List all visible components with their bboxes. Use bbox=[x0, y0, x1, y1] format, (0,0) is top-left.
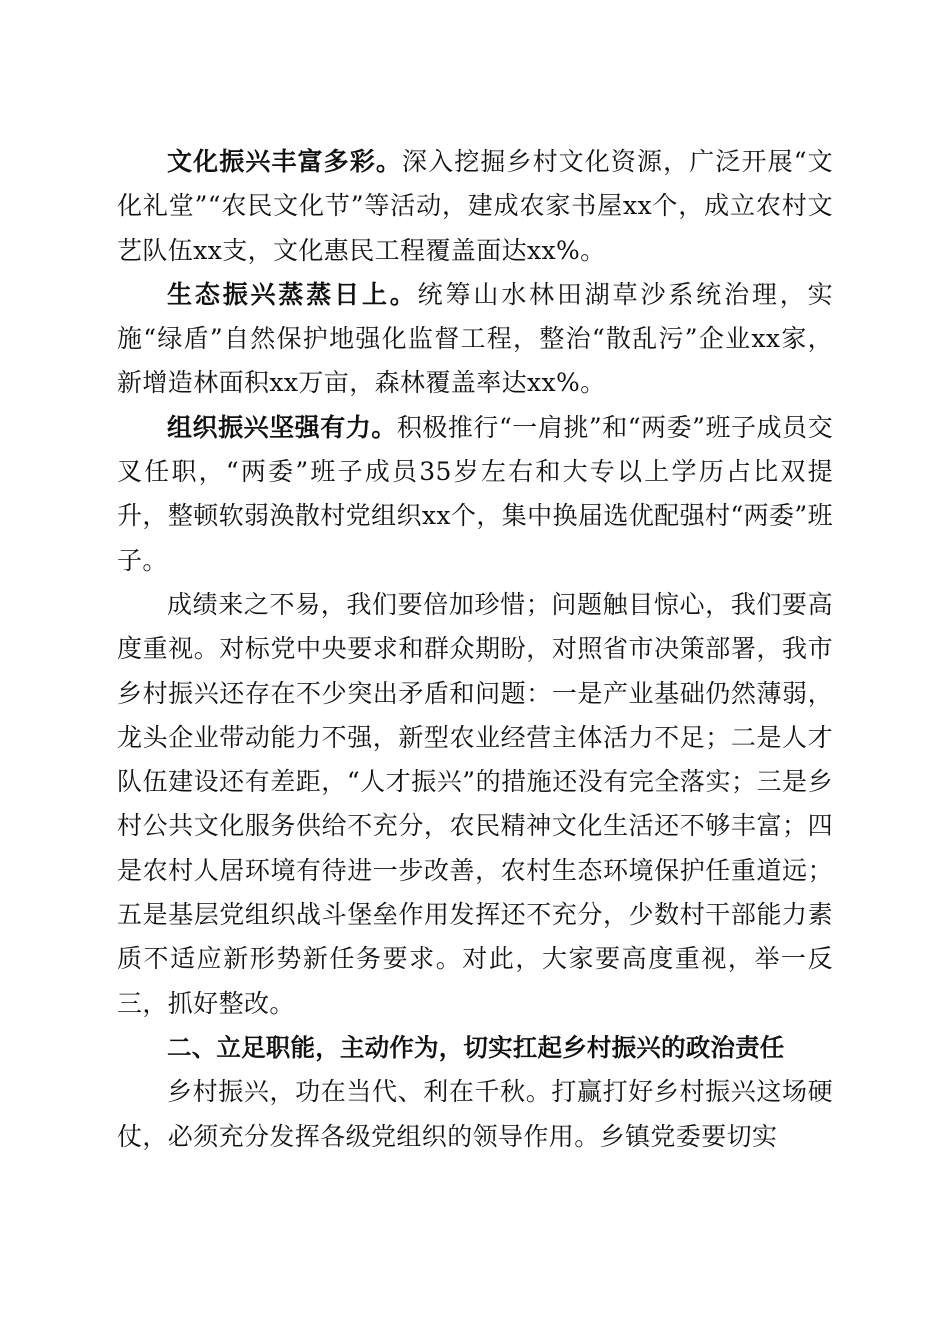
paragraph-culture bbox=[117, 140, 833, 273]
paragraph-text: 统筹山水林田湖草沙系统治理，实施“绿盾”自然保护地强化监督工程，整治“散乱污”企业xx家，新增造林面积xx万亩，森林覆盖率达xx%。 bbox=[117, 279, 833, 398]
paragraph-lead: 文化振兴丰富多彩。 bbox=[167, 147, 403, 176]
paragraph-ecology bbox=[117, 273, 833, 406]
paragraph-problems: 成绩来之不易，我们要倍加珍惜；问题触目惊心，我们要高度重视。对标党中央要求和群众期盼，对照省市决策部署，我市乡村振兴还存在不少突出矛盾和问题：一是产业基础仍然薄弱，龙头企业带动能力不强，新型农业经营主体活力不足；二是人才队伍建设还有差距，“人才振兴”的措施还没有完全落实；三是乡村公共文化服务供给不充分，农民精神文化生活还不够丰富；四是农村人居环境有待进一步改善，农村生态环境保护任重道远；五是基层党组织战斗堡垒作用发挥还不充分，少数村干部能力素质不适应新形势新任务要求。对此，大家要高度重视，举一反三，抓好整改。 bbox=[117, 589, 833, 1018]
paragraph-closing: 乡村振兴，功在当代、利在千秋。打赢打好乡村振兴这场硬仗，必须充分发挥各级党组织的领导作用。乡镇党委要切实 bbox=[117, 1077, 833, 1151]
paragraph-lead: 生态振兴蒸蒸日上。 bbox=[167, 279, 418, 309]
paragraph-lead: 组织振兴坚强有力。 bbox=[167, 412, 397, 442]
document-body bbox=[117, 140, 833, 1159]
section-heading: 二、立足职能，主动作为，切实扛起乡村振兴的政治责任 bbox=[167, 1032, 785, 1062]
paragraph-text: 深入挖掘乡村文化资源，广泛开展“文化礼堂”“农民文化节”等活动，建成农家书屋xx个，成立农村文艺队伍xx支，文化惠民工程覆盖面达xx%。 bbox=[117, 147, 833, 265]
paragraph-organization bbox=[117, 406, 833, 583]
paragraph-text: 积极推行“一肩挑”和“两委”班子成员交叉任职，“两委”班子成员35岁左右和大专以上学历占比双提升，整顿软弱涣散村党组织xx个，集中换届选优配强村“两委”班子。 bbox=[117, 412, 833, 575]
